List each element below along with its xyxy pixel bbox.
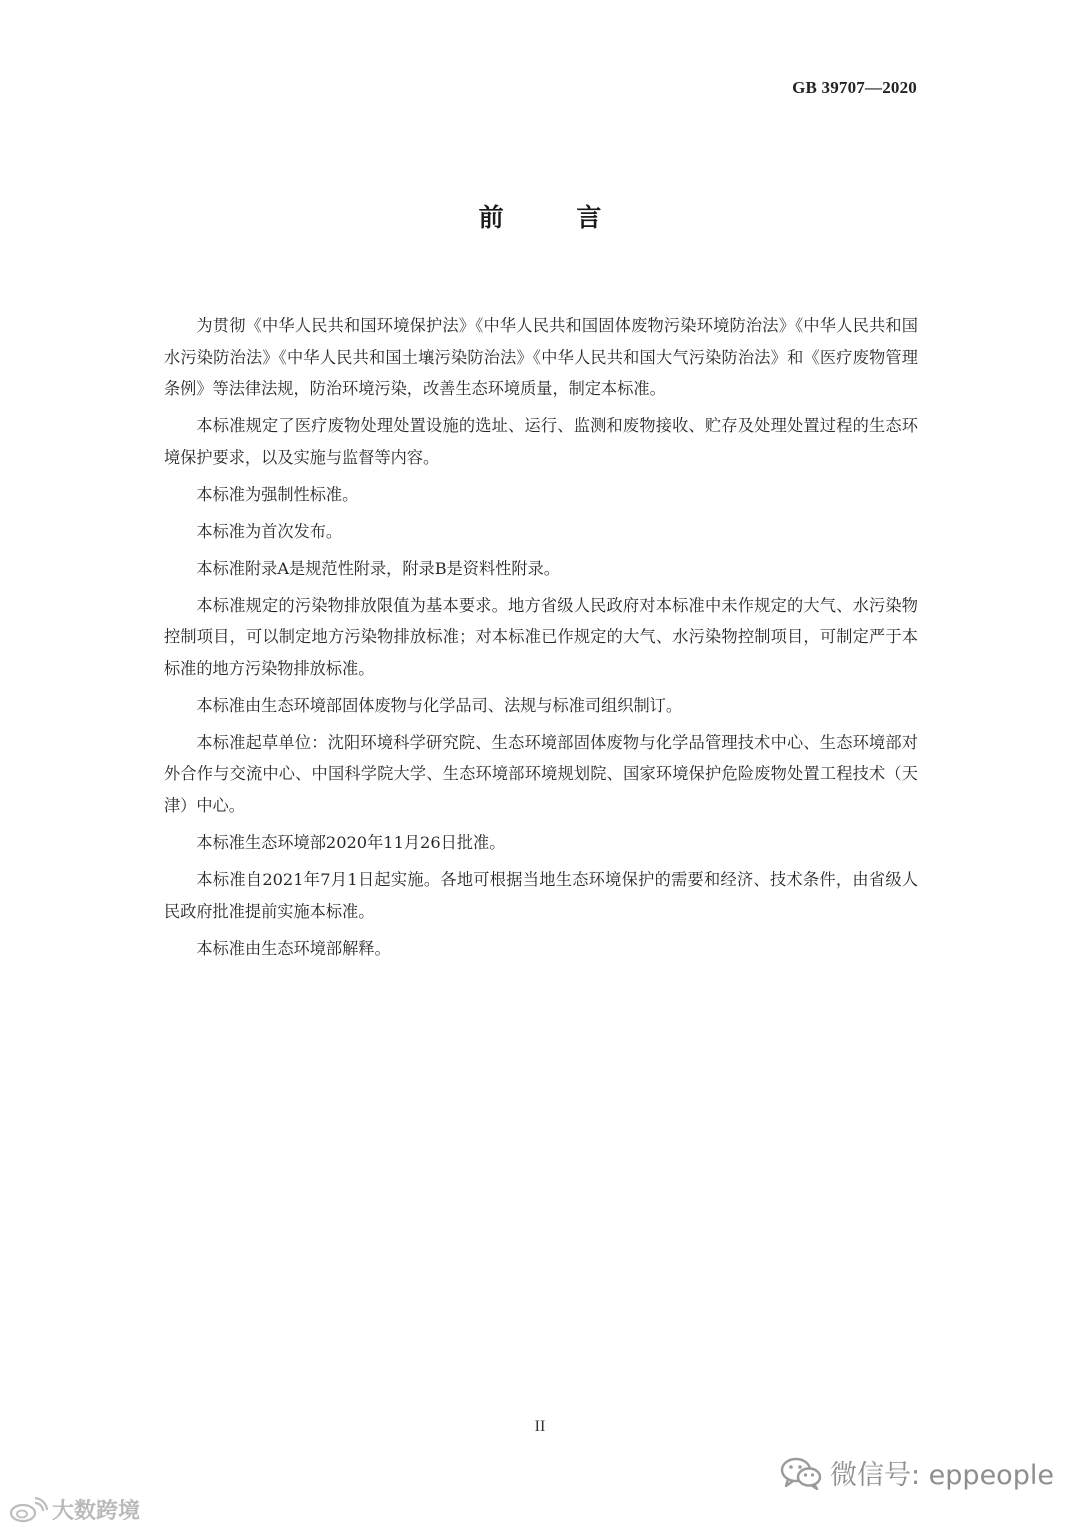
foreword-body: [164, 310, 918, 970]
paragraph-organizer: 本标准由生态环境部固体废物与化学品司、法规与标准司组织制订。: [196, 695, 683, 715]
paragraph-first-release: 本标准为首次发布。: [196, 521, 343, 541]
wechat-watermark: [780, 1453, 1054, 1492]
paragraph-interpretation: 本标准由生态环境部解释。: [196, 938, 391, 958]
paragraph-emission-limits: 本标准规定的污染物排放限值为基本要求。地方省级人民政府对本标准中未作规定的大气、水污染物控制项目，可以制定地方污染物排放标准；对本标准已作规定的大气、水污染物控制项目，可制定严于本标准的地方污染物排放标准。: [164, 595, 918, 678]
page-title: 前 言: [478, 203, 634, 232]
paragraph-legal-basis: 为贯彻《中华人民共和国环境保护法》《中华人民共和国固体废物污染环境防治法》《中华人民共和国水污染防治法》《中华人民共和国土壤污染防治法》《中华人民共和国大气污染防治法》和《医疗废物管理条例》等法律法规，防治环境污染，改善生态环境质量，制定本标准。: [164, 316, 918, 399]
wechat-id-text: 微信号: eppeople: [830, 1460, 1054, 1491]
paragraph-approval: 本标准生态环境部2020年11月26日批准。: [196, 833, 506, 853]
weibo-text: 大数跨境: [52, 1499, 141, 1524]
paragraph-scope: 本标准规定了医疗废物处理处置设施的选址、运行、监测和废物接收、贮存及处理处置过程的生态环境保护要求，以及实施与监督等内容。: [164, 416, 918, 467]
paragraph-drafting-units: 本标准起草单位：沈阳环境科学研究院、生态环境部固体废物与化学品管理技术中心、生态环境部对外合作与交流中心、中国科学院大学、生态环境部环境规划院、国家环境保护危险废物处置工程技术（天津）中心。: [164, 732, 918, 816]
paragraph-mandatory: 本标准为强制性标准。: [196, 484, 359, 504]
page-number: II: [534, 1418, 546, 1435]
paragraph-appendices: 本标准附录A是规范性附录，附录B是资料性附录。: [196, 558, 560, 578]
standard-code: GB 39707—2020: [792, 78, 917, 97]
wechat-icon: [780, 1456, 822, 1490]
weibo-icon: [8, 1497, 48, 1523]
weibo-watermark: [8, 1494, 140, 1525]
paragraph-implementation: 本标准自2021年7月1日起实施。各地可根据当地生态环境保护的需要和经济、技术条件，由省级人民政府批准提前实施本标准。: [164, 870, 918, 921]
